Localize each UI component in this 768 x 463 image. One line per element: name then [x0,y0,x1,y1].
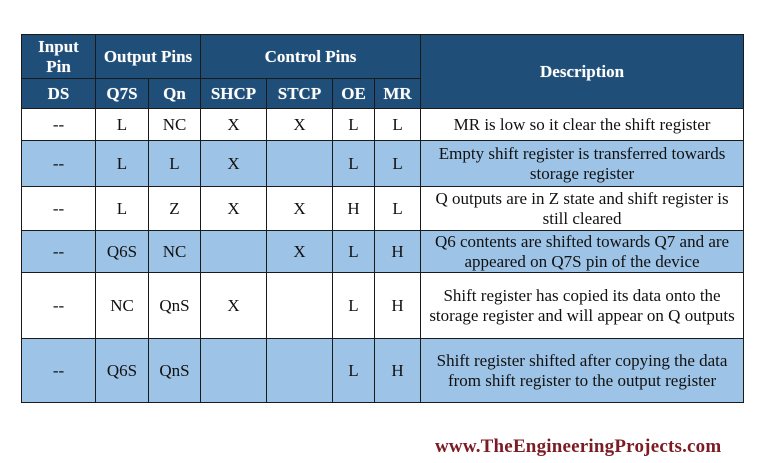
cell-stcp: X [267,231,333,273]
table-row [22,187,744,231]
cell-q7s: NC [96,273,149,339]
cell-q7s: L [96,187,149,231]
cell-mr: L [375,187,421,231]
cell-description: Empty shift register is transferred towards storage register [421,141,744,187]
cell-q7s: L [96,109,149,141]
cell-qn: NC [149,231,201,273]
cell-description: Q outputs are in Z state and shift register is still cleared [421,187,744,231]
header-input-pin: Input Pin [22,35,96,79]
cell-ds: -- [22,339,96,403]
cell-q7s: Q6S [96,339,149,403]
header-control-pins: Control Pins [201,35,421,79]
cell-description: Shift register has copied its data onto the storage register and will appear on Q outputs [421,273,744,339]
cell-mr: H [375,273,421,339]
cell-shcp: X [201,187,267,231]
cell-q7s: L [96,141,149,187]
cell-ds: -- [22,231,96,273]
col-shcp: SHCP [201,79,267,109]
col-q7s: Q7S [96,79,149,109]
cell-stcp: X [267,187,333,231]
cell-mr: L [375,109,421,141]
cell-ds: -- [22,109,96,141]
cell-qn: QnS [149,273,201,339]
col-mr: MR [375,79,421,109]
cell-shcp [201,231,267,273]
cell-stcp: X [267,109,333,141]
cell-description: Q6 contents are shifted towards Q7 and are appeared on Q7S pin of the device [421,231,744,273]
cell-stcp [267,141,333,187]
cell-oe: L [333,273,375,339]
cell-oe: L [333,231,375,273]
cell-qn: Z [149,187,201,231]
cell-oe: L [333,339,375,403]
table-row [22,273,744,339]
table-row [22,141,744,187]
header-description: Description [421,35,744,109]
col-qn: Qn [149,79,201,109]
cell-qn: NC [149,109,201,141]
cell-oe: L [333,141,375,187]
cell-oe: L [333,109,375,141]
table-row [22,231,744,273]
cell-ds: -- [22,187,96,231]
cell-stcp [267,273,333,339]
cell-shcp: X [201,273,267,339]
cell-mr: L [375,141,421,187]
cell-ds: -- [22,141,96,187]
cell-mr: H [375,231,421,273]
watermark-url: www.TheEngineeringProjects.com [435,436,722,457]
shift-register-truth-table [21,34,744,403]
cell-ds: -- [22,273,96,339]
cell-description: Shift register shifted after copying the data from shift register to the output register [421,339,744,403]
cell-stcp [267,339,333,403]
cell-q7s: Q6S [96,231,149,273]
cell-shcp: X [201,141,267,187]
col-ds: DS [22,79,96,109]
cell-description: MR is low so it clear the shift register [421,109,744,141]
table-row [22,339,744,403]
table-row [22,109,744,141]
cell-qn: QnS [149,339,201,403]
cell-mr: H [375,339,421,403]
header-output-pins: Output Pins [96,35,201,79]
cell-shcp: X [201,109,267,141]
cell-shcp [201,339,267,403]
col-stcp: STCP [267,79,333,109]
cell-oe: H [333,187,375,231]
col-oe: OE [333,79,375,109]
cell-qn: L [149,141,201,187]
